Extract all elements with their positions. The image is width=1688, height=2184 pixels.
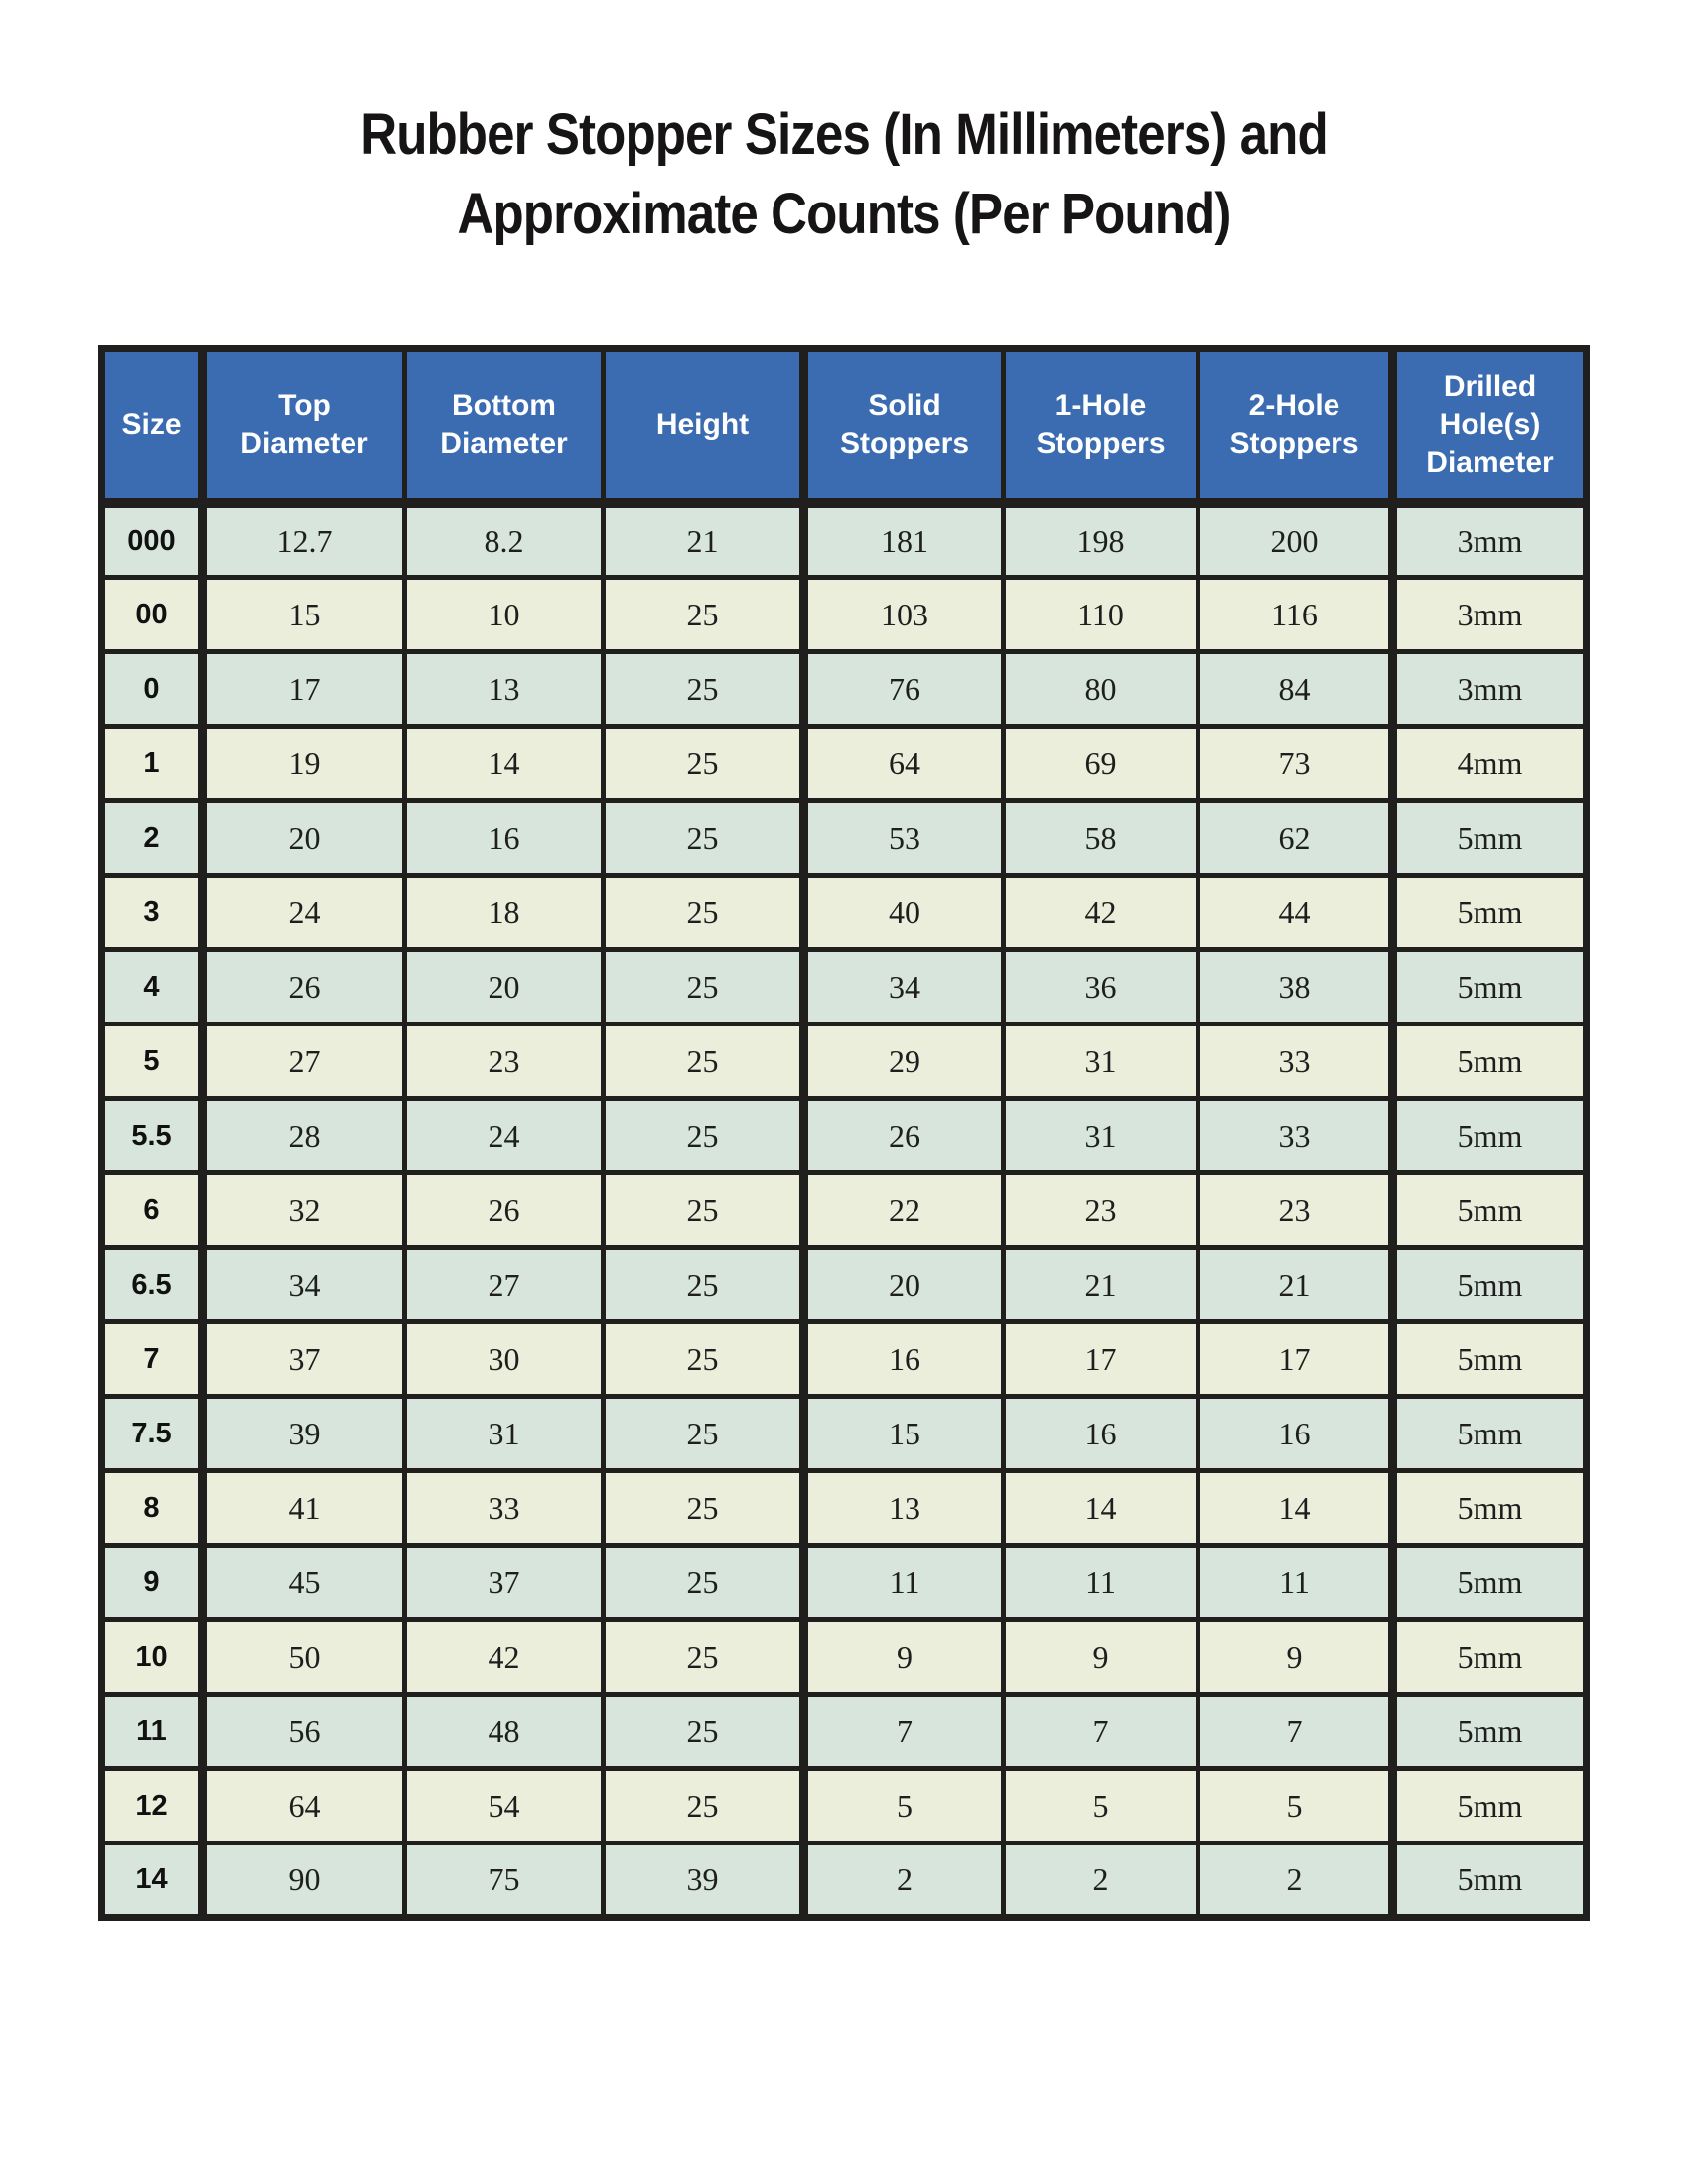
table-cell: 32 <box>203 1173 405 1248</box>
table-cell: 16 <box>804 1322 1004 1397</box>
size-cell: 2 <box>102 801 203 876</box>
table-cell: 38 <box>1198 950 1393 1024</box>
table-cell: 9 <box>1198 1620 1393 1695</box>
table-cell: 45 <box>203 1546 405 1620</box>
column-header-bottom-diameter: Bottom Diameter <box>405 349 604 503</box>
table-cell: 5mm <box>1393 1397 1587 1471</box>
table-cell: 75 <box>405 1843 604 1918</box>
table-cell: 25 <box>604 950 804 1024</box>
size-cell: 8 <box>102 1471 203 1546</box>
table-cell: 76 <box>804 652 1004 727</box>
table-cell: 80 <box>1004 652 1198 727</box>
column-header-size: Size <box>102 349 203 503</box>
table-cell: 9 <box>1004 1620 1198 1695</box>
table-cell: 8.2 <box>405 503 604 578</box>
table-cell: 9 <box>804 1620 1004 1695</box>
table-row-size-000 <box>102 503 1587 578</box>
table-cell: 25 <box>604 1173 804 1248</box>
table-cell: 25 <box>604 652 804 727</box>
table-cell: 24 <box>405 1099 604 1173</box>
table-cell: 14 <box>405 727 604 801</box>
column-header-2-hole-stoppers: 2-Hole Stoppers <box>1198 349 1393 503</box>
table-cell: 26 <box>804 1099 1004 1173</box>
table-cell: 5mm <box>1393 1620 1587 1695</box>
column-header-top-diameter: Top Diameter <box>203 349 405 503</box>
size-cell: 10 <box>102 1620 203 1695</box>
table-header <box>102 349 1587 503</box>
table-cell: 110 <box>1004 578 1198 652</box>
table-cell: 5mm <box>1393 1843 1587 1918</box>
table-cell: 11 <box>1004 1546 1198 1620</box>
table-cell: 5mm <box>1393 1471 1587 1546</box>
table-cell: 62 <box>1198 801 1393 876</box>
table-cell: 50 <box>203 1620 405 1695</box>
table-body <box>102 503 1587 1918</box>
table-cell: 5mm <box>1393 1173 1587 1248</box>
table-cell: 15 <box>804 1397 1004 1471</box>
table-cell: 48 <box>405 1695 604 1769</box>
table-cell: 40 <box>804 876 1004 950</box>
table-cell: 18 <box>405 876 604 950</box>
table-cell: 13 <box>804 1471 1004 1546</box>
table-cell: 116 <box>1198 578 1393 652</box>
table-cell: 33 <box>1198 1024 1393 1099</box>
table-cell: 41 <box>203 1471 405 1546</box>
page-title-line-2: Approximate Counts (Per Pound) <box>457 182 1231 246</box>
table-cell: 2 <box>804 1843 1004 1918</box>
table-cell: 37 <box>203 1322 405 1397</box>
table-row-size-00 <box>102 578 1587 652</box>
table-cell: 31 <box>405 1397 604 1471</box>
table-row-size-1 <box>102 727 1587 801</box>
table-cell: 16 <box>1198 1397 1393 1471</box>
table-cell: 25 <box>604 1024 804 1099</box>
table-cell: 16 <box>1004 1397 1198 1471</box>
table-cell: 103 <box>804 578 1004 652</box>
column-header-solid-stoppers: Solid Stoppers <box>804 349 1004 503</box>
table-row-size-4 <box>102 950 1587 1024</box>
size-cell: 00 <box>102 578 203 652</box>
table-cell: 19 <box>203 727 405 801</box>
table-cell: 13 <box>405 652 604 727</box>
table-cell: 20 <box>203 801 405 876</box>
table-row-size-0 <box>102 652 1587 727</box>
table-row-size-11 <box>102 1695 1587 1769</box>
table-cell: 31 <box>1004 1024 1198 1099</box>
size-cell: 14 <box>102 1843 203 1918</box>
table-cell: 5mm <box>1393 1546 1587 1620</box>
table-cell: 21 <box>1004 1248 1198 1322</box>
table-cell: 5 <box>804 1769 1004 1843</box>
column-header-height: Height <box>604 349 804 503</box>
table-cell: 25 <box>604 801 804 876</box>
table-cell: 11 <box>804 1546 1004 1620</box>
table-cell: 17 <box>1198 1322 1393 1397</box>
table-cell: 15 <box>203 578 405 652</box>
table-cell: 7 <box>1198 1695 1393 1769</box>
size-cell: 7 <box>102 1322 203 1397</box>
table-cell: 31 <box>1004 1099 1198 1173</box>
table-cell: 24 <box>203 876 405 950</box>
table-row-size-6-5 <box>102 1248 1587 1322</box>
table-row-size-10 <box>102 1620 1587 1695</box>
size-cell: 11 <box>102 1695 203 1769</box>
table-row-size-5 <box>102 1024 1587 1099</box>
table-cell: 25 <box>604 876 804 950</box>
table-cell: 5mm <box>1393 1099 1587 1173</box>
size-cell: 5.5 <box>102 1099 203 1173</box>
table-cell: 5mm <box>1393 1024 1587 1099</box>
table-cell: 69 <box>1004 727 1198 801</box>
table-cell: 27 <box>405 1248 604 1322</box>
table-cell: 28 <box>203 1099 405 1173</box>
table-cell: 26 <box>203 950 405 1024</box>
table-cell: 181 <box>804 503 1004 578</box>
table-row-size-2 <box>102 801 1587 876</box>
table-cell: 25 <box>604 1471 804 1546</box>
table-cell: 33 <box>405 1471 604 1546</box>
column-header-drilled-hole-s-diameter: Drilled Hole(s) Diameter <box>1393 349 1587 503</box>
table-row-size-6 <box>102 1173 1587 1248</box>
size-cell: 6.5 <box>102 1248 203 1322</box>
table-cell: 3mm <box>1393 652 1587 727</box>
table-row-size-7-5 <box>102 1397 1587 1471</box>
table-cell: 17 <box>1004 1322 1198 1397</box>
size-cell: 1 <box>102 727 203 801</box>
table-cell: 5mm <box>1393 876 1587 950</box>
table-cell: 33 <box>1198 1099 1393 1173</box>
size-cell: 12 <box>102 1769 203 1843</box>
table-cell: 198 <box>1004 503 1198 578</box>
table-cell: 5mm <box>1393 1769 1587 1843</box>
table-cell: 2 <box>1004 1843 1198 1918</box>
table-cell: 25 <box>604 1695 804 1769</box>
size-cell: 5 <box>102 1024 203 1099</box>
size-cell: 4 <box>102 950 203 1024</box>
header-row <box>102 349 1587 503</box>
table-cell: 36 <box>1004 950 1198 1024</box>
table-cell: 25 <box>604 1769 804 1843</box>
table-cell: 14 <box>1004 1471 1198 1546</box>
size-cell: 7.5 <box>102 1397 203 1471</box>
table-cell: 54 <box>405 1769 604 1843</box>
table-cell: 34 <box>804 950 1004 1024</box>
table-cell: 7 <box>1004 1695 1198 1769</box>
table-cell: 2 <box>1198 1843 1393 1918</box>
table-cell: 12.7 <box>203 503 405 578</box>
table-cell: 14 <box>1198 1471 1393 1546</box>
table-cell: 11 <box>1198 1546 1393 1620</box>
table-cell: 29 <box>804 1024 1004 1099</box>
table-cell: 42 <box>405 1620 604 1695</box>
table-cell: 42 <box>1004 876 1198 950</box>
table-cell: 3mm <box>1393 578 1587 652</box>
table-cell: 7 <box>804 1695 1004 1769</box>
page-title-line-1: Rubber Stopper Sizes (In Millimeters) and <box>360 102 1328 167</box>
size-cell: 3 <box>102 876 203 950</box>
table-cell: 5mm <box>1393 1322 1587 1397</box>
table-cell: 21 <box>1198 1248 1393 1322</box>
table-cell: 26 <box>405 1173 604 1248</box>
stopper-size-table <box>98 345 1590 1921</box>
table-cell: 34 <box>203 1248 405 1322</box>
size-cell: 0 <box>102 652 203 727</box>
table-cell: 5 <box>1004 1769 1198 1843</box>
table-cell: 30 <box>405 1322 604 1397</box>
table-cell: 25 <box>604 1248 804 1322</box>
table-cell: 5 <box>1198 1769 1393 1843</box>
table-row-size-5-5 <box>102 1099 1587 1173</box>
table-cell: 10 <box>405 578 604 652</box>
table-cell: 5mm <box>1393 950 1587 1024</box>
table-cell: 37 <box>405 1546 604 1620</box>
table-cell: 5mm <box>1393 1695 1587 1769</box>
table-cell: 73 <box>1198 727 1393 801</box>
table-row-size-14 <box>102 1843 1587 1918</box>
table-cell: 39 <box>203 1397 405 1471</box>
table-cell: 25 <box>604 1322 804 1397</box>
table-cell: 25 <box>604 1620 804 1695</box>
table-cell: 17 <box>203 652 405 727</box>
table-cell: 20 <box>804 1248 1004 1322</box>
table-cell: 25 <box>604 727 804 801</box>
table-cell: 27 <box>203 1024 405 1099</box>
table-cell: 22 <box>804 1173 1004 1248</box>
size-cell: 9 <box>102 1546 203 1620</box>
table-row-size-8 <box>102 1471 1587 1546</box>
table-cell: 25 <box>604 1397 804 1471</box>
table-cell: 23 <box>1004 1173 1198 1248</box>
table-cell: 20 <box>405 950 604 1024</box>
size-cell: 6 <box>102 1173 203 1248</box>
table-cell: 58 <box>1004 801 1198 876</box>
table-cell: 90 <box>203 1843 405 1918</box>
table-cell: 25 <box>604 578 804 652</box>
size-cell: 000 <box>102 503 203 578</box>
table-cell: 64 <box>804 727 1004 801</box>
table-cell: 5mm <box>1393 801 1587 876</box>
table-cell: 200 <box>1198 503 1393 578</box>
table-row-size-9 <box>102 1546 1587 1620</box>
table-cell: 21 <box>604 503 804 578</box>
table-cell: 39 <box>604 1843 804 1918</box>
table-row-size-7 <box>102 1322 1587 1397</box>
table-cell: 25 <box>604 1099 804 1173</box>
table-row-size-3 <box>102 876 1587 950</box>
column-header-1-hole-stoppers: 1-Hole Stoppers <box>1004 349 1198 503</box>
table-cell: 44 <box>1198 876 1393 950</box>
page-title <box>101 95 1587 254</box>
table-cell: 23 <box>1198 1173 1393 1248</box>
table-row-size-12 <box>102 1769 1587 1843</box>
table-cell: 53 <box>804 801 1004 876</box>
table-cell: 25 <box>604 1546 804 1620</box>
table-cell: 5mm <box>1393 1248 1587 1322</box>
table-cell: 16 <box>405 801 604 876</box>
table-cell: 23 <box>405 1024 604 1099</box>
table-cell: 56 <box>203 1695 405 1769</box>
table-cell: 64 <box>203 1769 405 1843</box>
table-cell: 84 <box>1198 652 1393 727</box>
table-cell: 3mm <box>1393 503 1587 578</box>
table-cell: 4mm <box>1393 727 1587 801</box>
